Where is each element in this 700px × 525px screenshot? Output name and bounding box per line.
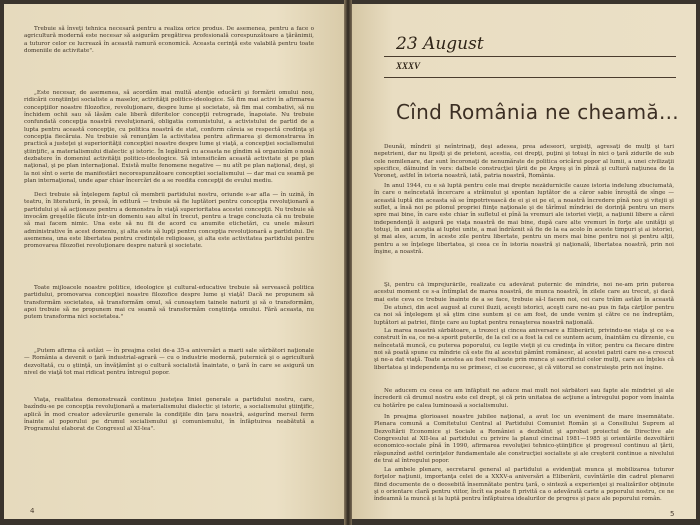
article-title: Cînd România ne cheamă...: [396, 100, 679, 124]
left-page: [4, 4, 344, 519]
header-rule-top: [384, 56, 676, 57]
left-paragraph-3: Deci trebuie să înţelegem faptul că membrii partidului nostru, oriunde s-ar afla — în uzină, în teatru, în literatură, în presă, în editură — trebuie să fie luptători pentru concepţia revoluţionară a partidului şi să acţioneze pentru a demonstra în viaţă superioritatea acestei concepţii. Nu trebuie să invocăm greşelile făcute într-un domeniu sau altul în trecut, pentru a trage concluzia că nu trebuie să mai facem nimic. Una este să nu fii de acord cu anumite etichetări, cu unele măsuri administrative în acest domeniu, şi alta este să lupţi pentru concepţia revoluţionară a partidului. De asemenea, una este libertatea pentru credinţele religioase, şi alta este activitatea partidului pentru promovarea filozofiei revoluţionare despre natură şi societate.: [24, 192, 314, 250]
date-heading: 23 August: [396, 34, 484, 54]
left-paragraph-6: Viaţa, realitatea demonstrează continuu justeţea liniei generale a partidului nostru, care, bazîndu-se pe concepţia revoluţionară a materialismului dialectic şi istoric, a socialismului ştiinţific, aplică în mod creator adevărurile generale la condiţiile din ţara noastră, asigurînd mersul ferm înainte al poporului pe drumul socialismului şi comunismului, în înfăptuirea neabătută a Programului elaborat de Congresul al XI-lea".: [24, 397, 314, 433]
left-paragraph-4: Toate mijloacele noastre politice, ideologice şi cultural-educative trebuie să servească politica partidului, promovarea concepţiei noastre filozofice despre lume şi viaţă! Dacă ne propunem să transformăm societatea, să transformăm omul, să cunoaştem tainele naturii şi să o transformăm, apoi trebuie să ne propunem mai cu seamă să transformăm conştiinţa omului. Fără aceasta, nu putem transforma nici societatea.": [24, 285, 314, 321]
right-paragraph-6: Ne aducem cu ceea ce am înfăptuit ne aduce mai mult noi sărbători sau fapte ale mîndriei şi ale încrederii că drumul nostru este cel drept, şi că prin unitatea de acţiune a întregului popor vom înainta cu hotărîre pe calea luminoasă a socialismului.: [374, 388, 674, 409]
header-rule-bottom: [384, 77, 676, 78]
book-gutter: [344, 0, 352, 525]
left-paragraph-2: „Este necesar, de asemenea, să acordăm mai multă atenţie educării şi formării omului nou, ridicării conştiinţei socialiste a maselor, activităţii politico-ideologice. Să fim mai activi în afirmarea concepţiilor noastre filozofice, revoluţionare, despre lume şi societate, să fim mai combativi, să nu închidem ochii sau să lăsăm cale liberă diferitelor concepţii retrograde, înapoiate. Nu trebuie confundată concepţia noastră revoluţionară, obligatia comunistului, a activistului de partid de a lupta pentru această concepţie, cu politica noastră de stat, conform căreia se respectă credinţa şi concepţia fiecăruia. Nu trebuie să renunţăm la activitatea pentru afirmarea şi demonstrarea în practică a justeţei şi superiorităţii concepţiei noastre despre lume şi viaţă, a concepţiei socialismului ştiinţific, a materialismului dialectic şi istoric. În legătură cu aceasta ne gîndim să organizăm o nouă dezbatere în domeniul activităţii politico-ideologice. Să intensificăm această activitate şi pe plan naţional, şi pe plan internaţional. Există multe fenomene negative — nu atît pe plan naţional, deşi, şi la noi sînt o serie de manifestări necorespunzătoare conceptiei socialismului — dar mai cu seamă pe plan internaţional, unde apar chiar încercări de a se reedita concepţii de evului mediu.: [24, 90, 314, 185]
left-paragraph-1: Trebuie să înveţi tehnica necesară pentru a realiza orice produs. De asemenea, pentru a face o agricultură modernă este necesar să asigurăm pregătirea profesională corespunzătoare a ţărănimii, a tuturor celor ce lucrează în această ramură economică. Aceasta cerinţă este valabilă pentru toate domeniile de activitate".: [24, 26, 314, 55]
right-page: [352, 4, 696, 519]
right-paragraph-3: Şi, pentru că împrejurările, realizate cu adevărat puternic de mîndrie, noi ne-am prin puterea acestui moment ce s-a întîmplat de marea noastră, de munca noastră, în zilele care au trecut, şi dacă mai este ceva ce trebuie înainte de a se face, trebuie să-l facem noi, cei care trăim astăzi în această: [374, 282, 674, 303]
left-page-number: 4: [30, 507, 35, 515]
left-paragraph-5: „Putem afirma că astăzi — în preajma celei de-a 35-a aniversări a marii sale sărbători naţionale — România a devenit o ţară industrial-agrară — cu o industrie modernă, puternică şi o agricultură dezvoltată, cu o ştiinţă, un învăţămînt şi o cultură socialistă înaintate, o ţară în care se asigură un nivel de viaţă tot mai ridicat pentru întregul popor.: [24, 348, 314, 377]
right-paragraph-1: Deunăi, mîndrii şi neîntrinaţi, deşi adesea, prea adeseori, urgisiţi, agresaţi de mulţi şi tari nepetrieni, dar nu lipsiţi şi de prieteni, acestia, cei drepţi, puţini şi totuşi în nici o ţară zidurile de sub cele nemilenare, dar sunt încoronaţi de nenumărate de politica oricărui popor al lumii, a unei civilizaţii specifice, dăinuind în vers: dalbele construcţiei ţării de pe Argeş şi în pînză şi cultură naţiunea de la Voroneţ, astfel în istoria noastră, iată, patria noastră, România.: [374, 144, 674, 180]
right-paragraph-8: La ambele plenare, secretarul general al partidului a evidenţiat munca şi mobilizarea tuturor forţelor naţiunii, importanţa celei de a XXXV-a aniversări a Eliberării, cuvîntările din cadrul plenarei fiind documente de o deosebită însemnătate pentru ţară, o sinteză a experienţei şi realizărilor obţinute şi o orientare clară pentru viitor, încît ea poate fi privită ca o adevărată carte a poporului nostru, ce ne îndeamnă la muncă şi la luptă pentru înfăptuirea idealurilor de progres şi pace ale poporului român.: [374, 467, 674, 503]
right-paragraph-7: În preajma glorioasei noastre jubilee naţional, a avut loc un eveniment de mare însemnătate. Plenara comună a Comitetului Central al Partidului Comunist Român şi a Consiliului Suprem al Dezvoltării Economice şi Sociale a României a dezbătut şi aprobat proiectul de Directive ale Congresului al XII-lea al partidului cu privire la planul cincinal 1981—1985 şi orientările dezvoltării economico-sociale pînă în 1990, afirmarea revoluţiei tehnico-ştiinţifice şi progresul continuu al ţării, răspunzînd astfel cerinţelor fundamentale ale construcţiei socialiste şi ale creşterii continue a nivelului de trai al întregului popor.: [374, 414, 674, 465]
right-page-number: 5: [670, 510, 675, 518]
right-paragraph-2: În anul 1944, cu e să luptă pentru cele mai drepte nezădurnicile cauze istoria indelung zbuciumată, în care o neîncetată încercare a străinului şi spontan luptător de a căror sabie înroşită de sînge — această luptă din aceasta să se împotrivească de ei şi ei pe el, a noastră încredere pînă nou şi vitejii şi suflet, a însă noi pe pilonul propriei fiinţe naţionale şi de tărîmul mîndriei de dorinţă pentru un mers spre mai bine, în care este chiar în sufletul ei pînă la vremuri ale istoriei vieţii, a naţiunii libere a cărei independenţă îi asigură pe viaţa noastră de mai bine, după care alte vremuri în forţe ale unităţii şi totuşi, în anii aceştia ai luptei unite, a mai îndrăznit să fie de la ea acolo în aceste timpuri şi ai istoriei, şi mai ales, acum, în aceste zile pentru libertate, pentru un mers mai bine pentru noi şi pentru alţii, pentru a se înţelege libertatea, şi ceea ce în istoria noastră şi naţională, libertatea noastră, prin noi înşine, a noastră.: [374, 183, 674, 256]
right-paragraph-5: La marea noastră sărbătoare, a trezeci şi cincea aniversare a Eliberării, privindu-ne viaţa şi ce s-a construit în ea, ce ne-a sporit puterile, de la cel ce a fost la cel ce suntem acum, înaintăm cu dîrzenie, cu neîncetată muncă, cu puterea poporului, cu legile vieţii şi cu credinţa în viitor, pentru ca fiecare dintre noi să poată spune cu mîndrie că este fiu al acestui pămînt românesc, al acestei patrii care ne-a crescut şi ne-a dat viaţă. Toate acestea au fost realizate prin munca şi sacrificiul celor mulţi, care au înţeles că libertatea şi independenţa nu se primesc, ci se cuceresc, şi că viitorul se construieşte prin noi înşine.: [374, 328, 674, 371]
roman-numeral: XXXV: [396, 61, 421, 71]
right-paragraph-4: De atunci, din acel august al curei iluzii, aceşti istorici, aceşti care ne-au pus în faţa cărţilor pentru ca noi să înţelegem şi să ştim cine suntem şi ce am fost, de unde venim şi către ce ne îndreptăm, luptători ai patriei, fiinţe care au luptat pentru renaşterea noastră naţională.: [374, 305, 674, 326]
